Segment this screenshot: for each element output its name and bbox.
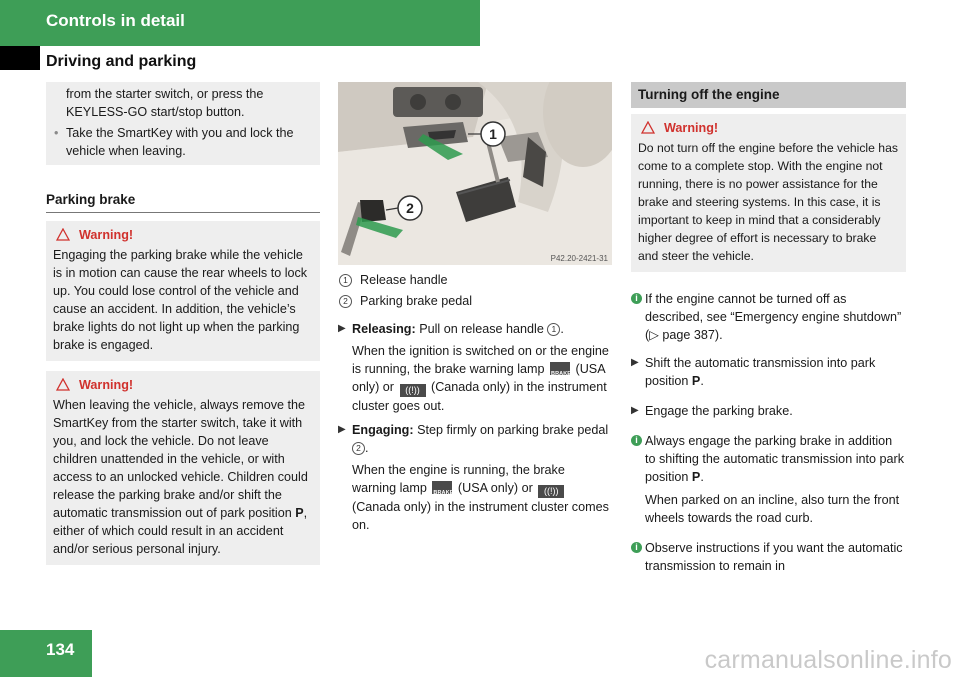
step-arrow-icon: ▶ [631, 357, 639, 368]
legend-number: 1 [339, 274, 352, 287]
legend-label: Release handle [360, 273, 448, 287]
warning-box-1 [46, 221, 320, 361]
bullet-item: • Take the SmartKey with you and lock the vehicle when leaving. [54, 126, 294, 158]
step-shift-park: ▶ Shift the automatic transmission into park position P. [631, 356, 876, 388]
warning-text: When leaving the vehicle, always remove the SmartKey from the starter switch, take it with you, and lock the vehicle. Do not leave children unattended in the vehicle, or with access to an unlocked vehicle. Children could release the parking brake and/or shift the automatic transmission out of park position P, either of which could result in an accident and/or serious personal injury. [53, 398, 308, 556]
warning-triangle-icon [56, 228, 70, 241]
info-note-2: i Always engage the parking brake in addition to shifting the automatic transmission into park position P. When parked on an incline, also turn the front wheels towards the road curb. [631, 432, 906, 527]
legend-number: 2 [339, 295, 352, 308]
info-icon: i [631, 542, 642, 553]
bullet-dot: • [54, 126, 59, 140]
warning-title: Warning! [79, 226, 313, 244]
warning-box-3 [631, 114, 906, 272]
chapter-title: Controls in detail [46, 11, 185, 30]
brake-lamp-usa-icon: BRAKE [550, 362, 570, 375]
intro-text: from the starter switch, or press the KEYLESS-GO start/stop button. [66, 87, 264, 119]
ref-number: 2 [352, 442, 365, 455]
section-tab-marker [0, 46, 40, 70]
parking-brake-illustration [338, 82, 612, 265]
figure-callout-1: 1 [489, 126, 497, 142]
warning-triangle-icon [56, 378, 70, 391]
info-icon: i [631, 293, 642, 304]
turning-off-engine-heading: Turning off the engine [631, 82, 906, 108]
continued-text-box [46, 82, 320, 165]
figure-code: P42.20-2421-31 [550, 254, 608, 263]
page-number: 134 [46, 640, 75, 659]
info-note-1: i If the engine cannot be turned off as described, see “Emergency engine shutdown” (▷ page 387). [631, 290, 906, 344]
parking-brake-heading: Parking brake [46, 191, 320, 213]
column-left [46, 82, 320, 565]
warning-title: Warning! [79, 376, 313, 394]
brake-lamp-canada-icon: ((!)) [400, 384, 426, 397]
ref-number: 1 [547, 323, 560, 336]
figure-legend [338, 271, 612, 310]
step-engage-brake: ▶ Engage the parking brake. [631, 404, 793, 418]
section-title: Driving and parking [46, 53, 197, 70]
legend-label: Parking brake pedal [360, 294, 473, 308]
step-arrow-icon: ▶ [338, 323, 346, 334]
warning-box-2 [46, 371, 320, 565]
page-reference: ▷ page 387 [649, 328, 715, 342]
brake-lamp-canada-icon: ((!)) [538, 485, 564, 498]
warning-text: Engaging the parking brake while the vehicle is in motion can cause the rear wheels to lock up. You could lose control of the vehicle and cause an accident. In addition, the vehicle’s brake lights do not light up when the parking brake is engaged. [53, 248, 308, 352]
legend-item [338, 271, 612, 289]
warning-title: Warning! [664, 119, 899, 137]
info-note-3: i Observe instructions if you want the automatic transmission to remain in [631, 539, 906, 575]
step-releasing: ▶ Releasing: Pull on release handle 1 . When the ignition is switched on or the engine is running, the brake warning lamp BRAKE (USA only) or ((!)) (Canada only) in the instrument cluster goes out. [338, 322, 609, 413]
legend-item [338, 292, 612, 310]
figure-callout-2: 2 [406, 200, 414, 216]
step-engaging: ▶ Engaging: Step firmly on parking brake pedal 2 . When the engine is running, the brake warning lamp BRAKE (USA only) or ((!)) (Canada only) in the instrument cluster comes on. [338, 423, 609, 532]
column-middle [338, 82, 612, 538]
step-arrow-icon: ▶ [631, 405, 639, 416]
brake-lamp-usa-icon: BRAKE [432, 481, 452, 494]
column-right [631, 82, 906, 580]
warning-triangle-icon [641, 121, 655, 134]
step-arrow-icon: ▶ [338, 424, 346, 435]
parking-brake-figure [338, 82, 612, 265]
watermark: carmanualsonline.info [704, 646, 952, 674]
warning-text: Do not turn off the engine before the vehicle has come to a complete stop. With the engine not running, there is no power assistance for the brake and steering systems. In this case, it is important to keep in mind that a considerably higher degree of effort is necessary to brake and steer the vehicle. [638, 141, 898, 263]
info-icon: i [631, 435, 642, 446]
